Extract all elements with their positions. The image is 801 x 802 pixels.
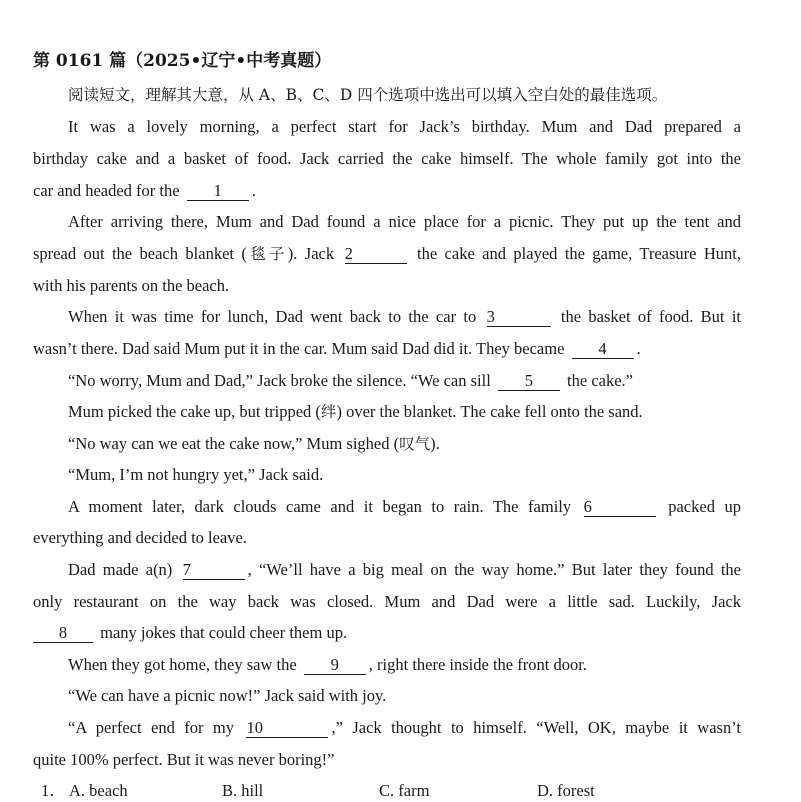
option-a[interactable]: A. beach (69, 781, 128, 800)
passage-line: “A perfect end for my 10 ,” Jack thought to himself. “Well, OK, maybe it wasn’t (68, 718, 741, 737)
passage-line: Dad made a(n) 7 , “We’ll have a big meal on the way home.” But later they found the (68, 560, 741, 579)
passage-line: When it was time for lunch, Dad went back to the car to 3 the basket of food. But it (68, 307, 742, 326)
passage-line: car and headed for the 1 . (33, 181, 256, 200)
blank-4[interactable]: 4 (572, 340, 634, 359)
passage-line: “Mum, I’m not hungry yet,” Jack said. (68, 465, 324, 484)
passage-line: with his parents on the beach. (33, 276, 230, 295)
blank-3[interactable]: 3 (487, 308, 551, 327)
option-d[interactable]: D. forest (537, 781, 595, 800)
passage-line: wasn’t there. Dad said Mum put it in the car. Mum said Dad did it. They became 4 . (33, 339, 641, 358)
option-b[interactable]: B. hill (222, 781, 264, 800)
instruction-text: 阅读短文，理解其大意，从 A、B、C、D 四个选项中选出可以填入空白处的最佳选项。 (68, 86, 668, 104)
question-number: 1． (41, 781, 66, 800)
option-c[interactable]: C. farm (379, 781, 430, 800)
passage-line: only restaurant on the way back was closed. Mum and Dad were a little sad. Luckily, Jack (33, 592, 741, 611)
blank-2[interactable]: 2 (345, 245, 407, 264)
passage-line: 8 many jokes that could cheer them up. (33, 622, 741, 644)
passage-line: “No way can we eat the cake now,” Mum sighed (叹气). (68, 434, 440, 453)
blank-10[interactable]: 10 (246, 719, 328, 738)
passage-line: spread out the beach blanket (毯子). Jack 2 the cake and played the game, Treasure Hunt, (33, 244, 742, 263)
blank-8[interactable]: 8 (33, 624, 93, 643)
passage-line: Mum picked the cake up, but tripped (绊) over the blanket. The cake fell onto the sand. (68, 402, 643, 421)
passage-line: A moment later, dark clouds came and it began to rain. The family 6 packed up (68, 497, 742, 516)
blank-9[interactable]: 9 (304, 656, 366, 675)
passage-line: When they got home, they saw the 9 , right there inside the front door. (68, 655, 587, 674)
passage-line: “We can have a picnic now!” Jack said with joy. (68, 686, 387, 705)
passage-line: everything and decided to leave. (33, 528, 247, 547)
blank-6[interactable]: 6 (584, 498, 656, 517)
blank-7[interactable]: 7 (183, 561, 245, 580)
passage-line: birthday cake and a basket of food. Jack carried the cake himself. The whole family got into the (33, 149, 741, 168)
passage-line: quite 100% perfect. But it was never boring!” (33, 750, 335, 769)
passage-line: “No worry, Mum and Dad,” Jack broke the silence. “We can sill 5 the cake.” (68, 371, 633, 390)
page-title: 第 0161 篇（2025•辽宁•中考真题） (33, 51, 332, 71)
passage-line: It was a lovely morning, a perfect start for Jack’s birthday. Mum and Dad prepared a (68, 117, 741, 136)
blank-1[interactable]: 1 (187, 182, 249, 201)
blank-5[interactable]: 5 (498, 372, 560, 391)
passage-line: After arriving there, Mum and Dad found a nice place for a picnic. They put up the tent and (68, 212, 741, 231)
